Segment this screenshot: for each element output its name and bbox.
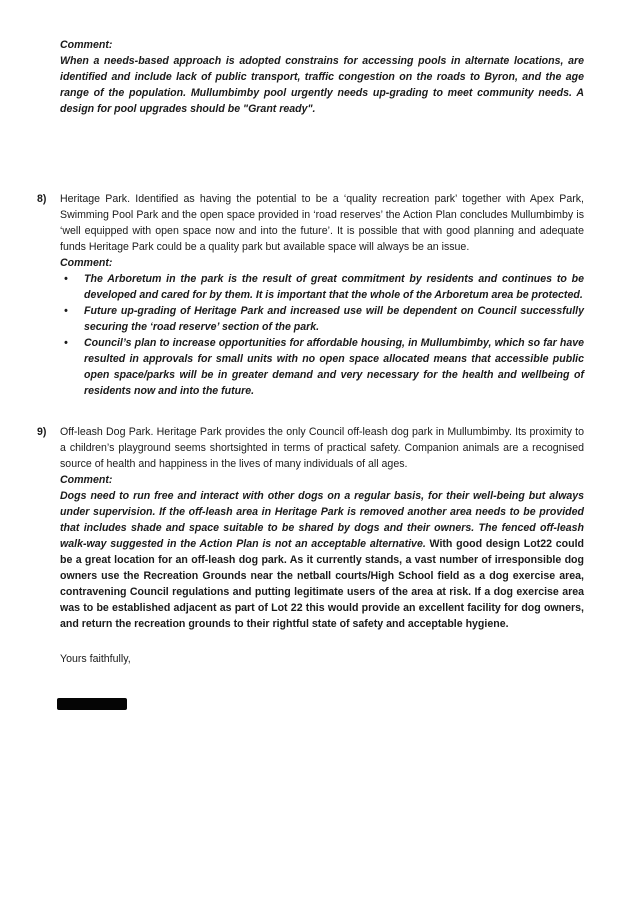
item8-section [60, 191, 584, 399]
item9-section [60, 424, 584, 632]
intro-comment-text: When a needs-based approach is adopted constrains for accessing pools in alternate locations, are identified and include lack of public transport, traffic congestion on the roads to Byron, and the age range of the population. Mullumbimby pool urgently needs up-grading to meet community needs. A design for pool upgrades should be "Grant ready". [60, 55, 584, 115]
item8-bullet: • Council’s plan to increase opportunities for affordable housing, in Mullumbimby, which so far have resulted in approvals for small units with no open space allocated means that accessible public open space/parks will be in greater demand and very necessary for the health and wellbeing of residents now and into the future. [60, 335, 584, 399]
item9-number: 9) [37, 426, 47, 438]
item9-comment-bold: With good design Lot22 could be a great location for an off-leash dog park. As it currently stands, a vast number of irresponsible dog owners use the Recreation Grounds near the netball courts/High School field as a dog exercise area, contravening Council regulations and putting legitimate users of the area at risk. If a dog exercise area was to be established adjacent as part of Lot 22 this would provide an excellent facility for dog owners, and return the recreation grounds to their rightful state of safety and acceptable hygiene. [60, 538, 584, 630]
item9-text: Off-leash Dog Park. Heritage Park provides the only Council off-leash dog park in Mullumbimby. Its proximity to a children’s playground seems shortsighted in terms of practical safety. Companion animals are a recognised source of health and happiness in the lives of many individuals of all ages. [60, 426, 584, 470]
intro-comment [60, 37, 584, 117]
redacted-signature [57, 698, 127, 710]
closing: Yours faithfully, [60, 653, 131, 665]
item8-text: Heritage Park. Identified as having the potential to be a ‘quality recreation park’ together with Apex Park, Swimming Pool Park and the open space provided in ‘road reserves’ the Action Plan concludes Mullumbimby is ‘well equipped with open space now and into the future’. It is possible that with good planning and adequate funds Heritage Park could be a quality park but available space will always be an issue. [60, 193, 584, 253]
item8-comment-heading: Comment: [60, 257, 113, 269]
item8-number: 8) [37, 193, 47, 205]
intro-comment-heading: Comment: [60, 39, 113, 51]
item8-bullet-list [60, 271, 584, 399]
item8-bullet: • The Arboretum in the park is the result of great commitment by residents and continues to be developed and cared for by them. It is important that the whole of the Arboretum area be protected. [60, 271, 584, 303]
item8-bullet: • Future up-grading of Heritage Park and increased use will be dependent on Council successfully securing the ‘road reserve’ section of the park. [60, 303, 584, 335]
item9-comment-italic: Dogs need to run free and interact with other dogs on a regular basis, for their well-being but always under supervision. If the off-leash area in Heritage Park is removed another area needs to be provided that includes shade and space suitable to be shared by dogs and their owners. The fenced off-leash walk-way suggested in the Action Plan is not an acceptable alternative. [60, 490, 584, 550]
item9-comment [60, 488, 584, 632]
item9-comment-heading: Comment: [60, 474, 113, 486]
